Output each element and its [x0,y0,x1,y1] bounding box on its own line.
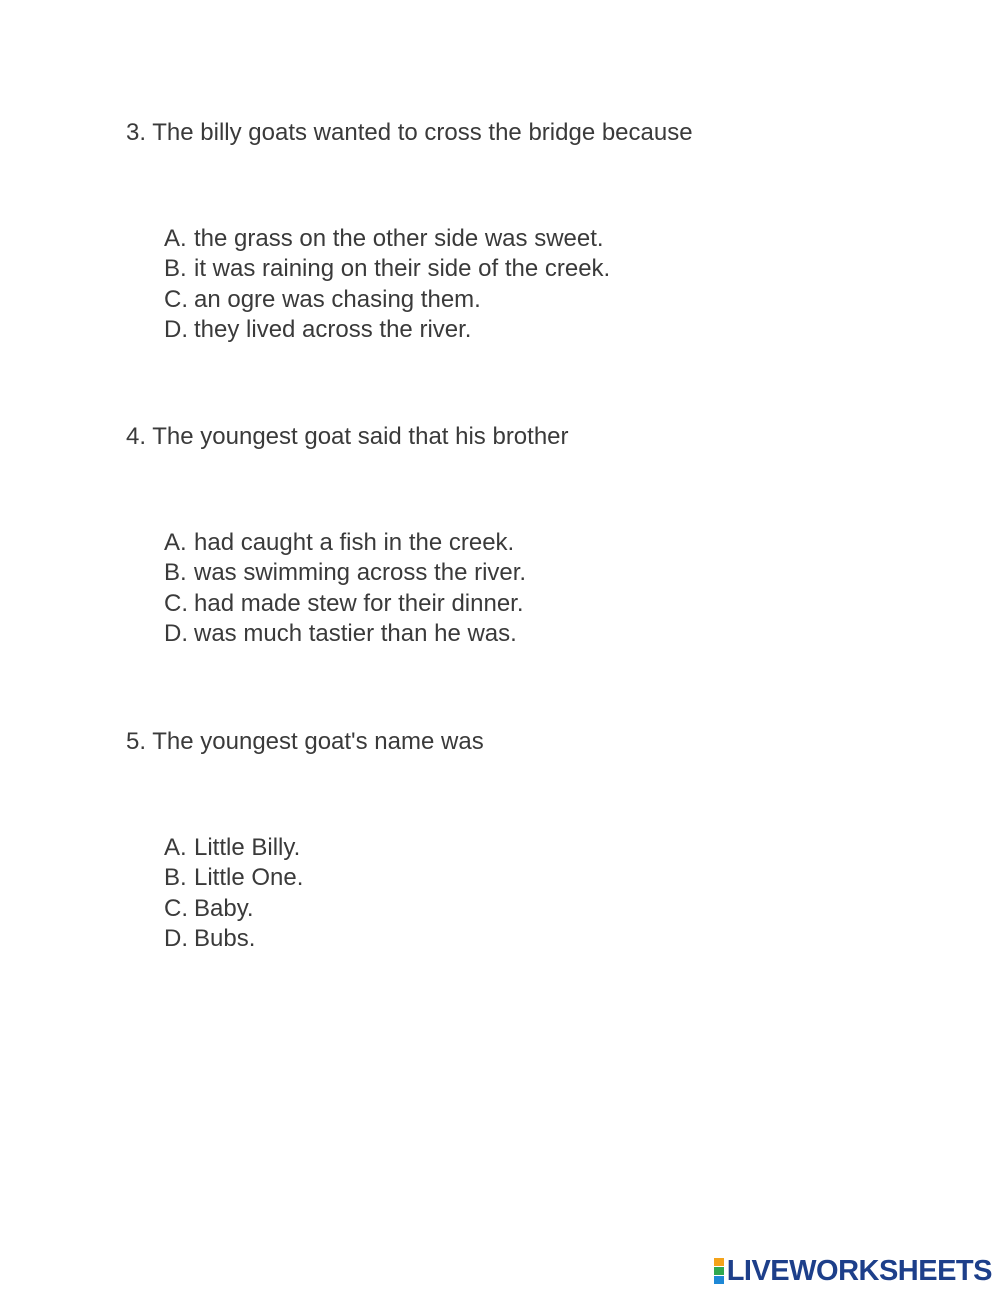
option-text: an ogre was chasing them. [194,285,481,313]
option-text: was swimming across the river. [194,559,527,587]
option-letter: D. [164,620,188,648]
option-letter: B. [164,255,187,283]
question-4-options [164,528,526,650]
question-4: 4. The youngest goat said that his brother [126,423,569,450]
option-text: it was raining on their side of the creek. [194,255,611,283]
brand-text: LIVEWORKSHEETS [726,1255,992,1287]
option-3b[interactable] [164,254,610,284]
option-letter: A. [164,225,187,252]
option-text: had made stew for their dinner. [194,589,524,617]
question-3: 3. The billy goats wanted to cross the bridge because [126,119,693,146]
option-letter: D. [164,925,188,953]
option-text: Baby. [194,894,254,922]
option-5b[interactable] [164,863,303,893]
option-5d[interactable] [164,924,303,954]
option-5c[interactable] [164,894,303,924]
option-letter: C. [164,894,188,922]
option-text: Little One. [194,864,304,892]
option-letter: A. [164,529,187,556]
option-letter: B. [164,559,187,587]
option-text: had caught a fish in the creek. [194,529,515,556]
option-4c[interactable] [164,589,526,619]
option-letter: B. [164,864,187,892]
option-4b[interactable] [164,558,526,588]
option-text: Bubs. [194,925,256,953]
option-letter: D. [164,316,188,344]
option-3a[interactable] [164,224,610,254]
option-text: Little Billy. [194,834,301,861]
option-letter: C. [164,285,188,313]
option-letter: C. [164,589,188,617]
liveworksheets-logo-icon [714,1258,724,1284]
option-3c[interactable] [164,285,610,315]
option-text: they lived across the river. [194,316,472,344]
question-5: 5. The youngest goat's name was [126,728,484,755]
option-text: was much tastier than he was. [194,620,517,648]
option-4d[interactable] [164,619,526,649]
liveworksheets-brand [714,1256,992,1286]
option-text: the grass on the other side was sweet. [194,225,604,252]
option-4a[interactable] [164,528,526,558]
question-3-options [164,224,610,346]
option-letter: A. [164,834,187,861]
question-5-options [164,833,303,955]
option-5a[interactable] [164,833,303,863]
option-3d[interactable] [164,315,610,345]
